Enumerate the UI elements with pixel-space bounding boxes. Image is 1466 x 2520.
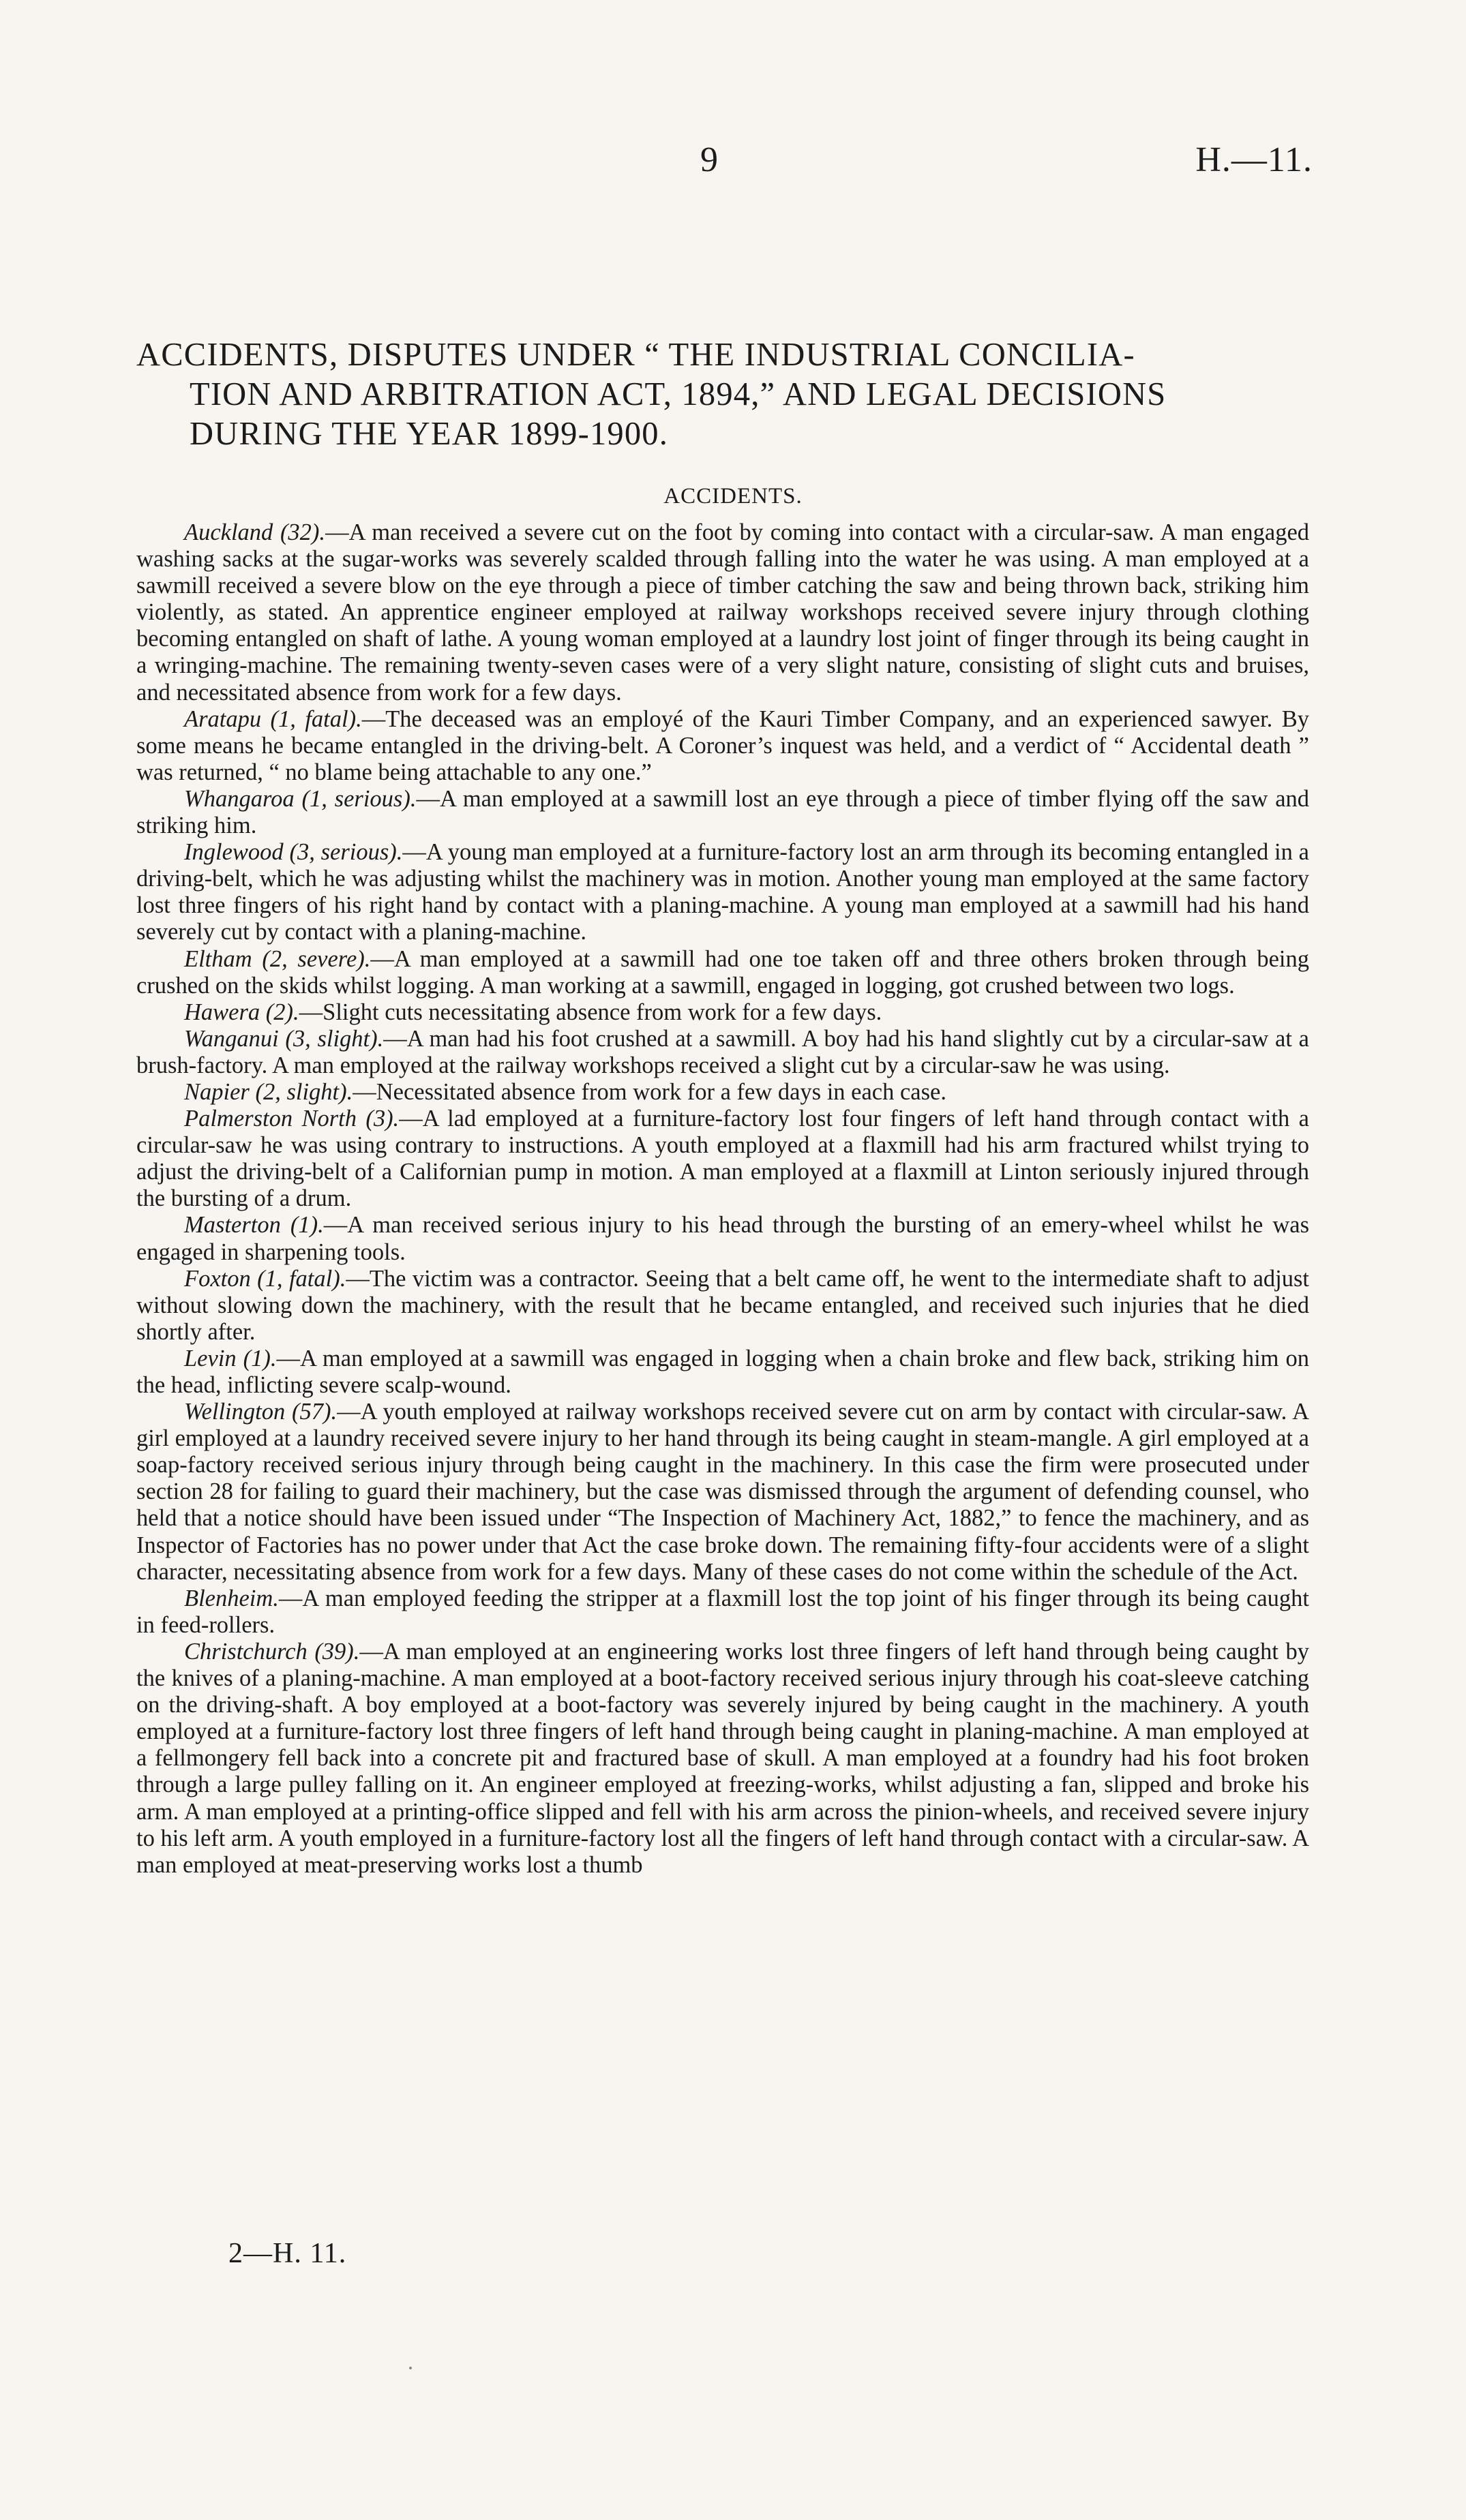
entry-place: Auckland (32). xyxy=(184,519,326,545)
entry-text: —A lad employed at a furniture-factory lost four fingers of left hand through contact with a circular-saw he was using contrary to instructions. A youth employed at a flaxmill had his arm fractured whilst trying to adjust the driving-belt of a Californian pump in motion. A man employed at a flaxmill at Linton seriously injured through the bursting of a drum. xyxy=(136,1106,1309,1212)
entry-place: Aratapu (1, fatal). xyxy=(184,705,362,732)
entry-blenheim xyxy=(136,1585,1309,1639)
entry-text: —A man employed at a sawmill lost an eye through a piece of timber flying off the saw and striking him. xyxy=(136,785,1310,839)
entry-text: —Necessitated absence from work for a few days in each case. xyxy=(353,1078,946,1105)
report-title xyxy=(136,335,1309,454)
entry-place: Wellington (57). xyxy=(184,1399,338,1425)
entry-text: —A man employed at an engineering works lost three fingers of left hand through being caught by the knives of a planing-machine. A man employed at a boot-factory received serious injury through his coat-sleeve catching on the driving-shaft. A boy employed at a boot-factory was severely injured by being caught in the machinery. A youth employed at a furniture-factory lost three fingers of left hand through being caught in planing-machine. A man employed at a fellmongery fell back into a concrete pit and fractured base of skull. A man employed at a foundry had his foot broken through a large pulley falling on it. An engineer employed at freezing-works, whilst adjusting a fan, slipped and broke his arm. A man employed at a printing-office slipped and fell with his arm across the pinion-wheels, and received severe injury to his left arm. A youth employed in a furniture-factory lost all the fingers of left hand through contact with a circular-saw. A man employed at meat-preserving works lost a thumb xyxy=(136,1638,1309,1878)
entry-place: Christchurch (39). xyxy=(184,1638,360,1665)
title-line-2: TION AND ARBITRATION ACT, 1894,” AND LEGAL DECISIONS xyxy=(190,376,1167,412)
section-heading-accidents: ACCIDENTS. xyxy=(663,484,803,508)
stray-mark xyxy=(409,2367,412,2369)
entry-text: —Slight cuts necessitating absence from work for a few days. xyxy=(299,999,882,1025)
entry-text: —The victim was a contractor. Seeing that a belt came off, he went to the intermediate shaft to adjust without slowing down the machinery, with the result that he became entangled, and received such injuries that he died shortly after. xyxy=(136,1265,1309,1345)
entry-place: Wanganui (3, slight). xyxy=(184,1025,384,1052)
entry-christchurch xyxy=(136,1639,1309,1879)
entry-aratapu xyxy=(136,706,1309,786)
title-line-3: DURING THE YEAR 1899-1900. xyxy=(190,416,669,452)
entry-text: —A youth employed at railway workshops received severe cut on arm by contact with circular-saw. A girl employed at a laundry received severe injury to her hand through its being caught in steam-mangle. A girl employed at a soap-factory received serious injury through being caught in the machinery. In this case the firm were prosecuted under section 28 for failing to guard their machinery, but the case was dismissed through the argument of defending counsel, who held that a notice should have been issued under “The Inspection of Machinery Act, 1882,” to fence the machinery, and as Inspector of Factories has no power under that Act the case broke down. The remaining fifty-four accidents were of a slight character, necessitating absence from work for a few days. Many of these cases do not come within the schedule of the Act. xyxy=(136,1399,1310,1585)
entry-hawera xyxy=(136,999,1309,1026)
document-reference: H.—11. xyxy=(1195,140,1313,179)
entry-text: —A young man employed at a furniture-factory lost an arm through its becoming entangled in a driving-belt, which he was adjusting whilst the machinery was in motion. Another young man employed at the same factory lost three fingers of his right hand by contact with a planing-machine. A young man employed at a sawmill had his hand severely cut by contact with a planing-machine. xyxy=(136,839,1309,945)
entry-text: —A man received serious injury to his head through the bursting of an emery-wheel whilst he was engaged in sharpening tools. xyxy=(136,1212,1309,1265)
page-number: 9 xyxy=(700,140,718,179)
entry-levin xyxy=(136,1346,1309,1399)
entry-foxton xyxy=(136,1266,1309,1346)
entry-text: —A man employed at a sawmill was engaged in logging when a chain broke and flew back, striking him on the head, inflicting severe scalp-wound. xyxy=(136,1345,1309,1398)
entry-whangaroa xyxy=(136,786,1309,839)
entry-wanganui xyxy=(136,1026,1309,1079)
entry-place: Inglewood (3, serious). xyxy=(184,839,403,866)
entry-eltham xyxy=(136,946,1309,999)
accident-entries xyxy=(136,519,1309,1879)
entry-inglewood xyxy=(136,839,1309,945)
entry-text: —The deceased was an employé of the Kauri Timber Company, and an experienced sawyer. By some means he became entangled in the driving-belt. A Coroner’s inquest was held, and a verdict of “ Accidental death ” was returned, “ no blame being attachable to any one.” xyxy=(136,705,1309,785)
entry-place: Hawera (2). xyxy=(184,999,299,1025)
entry-masterton xyxy=(136,1212,1309,1265)
entry-text: —A man employed at a sawmill had one toe taken off and three others broken through being crushed on the skids whilst logging. A man working at a sawmill, engaged in logging, got crushed between two logs. xyxy=(136,945,1309,999)
entry-text: —A man had his foot crushed at a sawmill. A boy had his hand slightly cut by a circular-saw at a brush-factory. A man employed at the railway workshops received a slight cut by a circular-saw he was using. xyxy=(136,1025,1309,1078)
entry-auckland xyxy=(136,519,1309,706)
entry-place: Levin (1). xyxy=(184,1345,277,1371)
signature-mark: 2—H. 11. xyxy=(228,2238,347,2269)
entry-place: Palmerston North (3). xyxy=(184,1106,400,1132)
title-line-1: ACCIDENTS, DISPUTES UNDER “ THE INDUSTRIAL CONCILIA- xyxy=(136,337,1135,373)
entry-place: Blenheim. xyxy=(184,1585,279,1611)
entry-text: —A man received a severe cut on the foot by coming into contact with a circular-saw. A man engaged washing sacks at the sugar-works was severely scalded through falling into the water he was using. A man employed at a sawmill received a severe blow on the eye through a piece of timber catching the saw and being thrown back, striking him violently, as stated. An apprentice engineer employed at railway workshops received severe injury through clothing becoming entangled on shaft of lathe. A young woman employed at a laundry lost joint of finger through its being caught in a wringing-machine. The remaining twenty-seven cases were of a very slight nature, consisting of slight cuts and bruises, and necessitated absence from work for a few days. xyxy=(136,519,1310,705)
entry-napier xyxy=(136,1079,1309,1106)
entry-text: —A man employed feeding the stripper at a flaxmill lost the top joint of his finger through its being caught in feed-rollers. xyxy=(136,1585,1309,1638)
entry-place: Napier (2, slight). xyxy=(184,1078,353,1105)
entry-palmerston-north xyxy=(136,1106,1309,1212)
entry-place: Whangaroa (1, serious). xyxy=(184,785,417,812)
entry-place: Masterton (1). xyxy=(184,1212,324,1239)
entry-place: Eltham (2, severe). xyxy=(184,945,371,972)
entry-place: Foxton (1, fatal). xyxy=(184,1265,346,1292)
entry-wellington xyxy=(136,1399,1309,1585)
